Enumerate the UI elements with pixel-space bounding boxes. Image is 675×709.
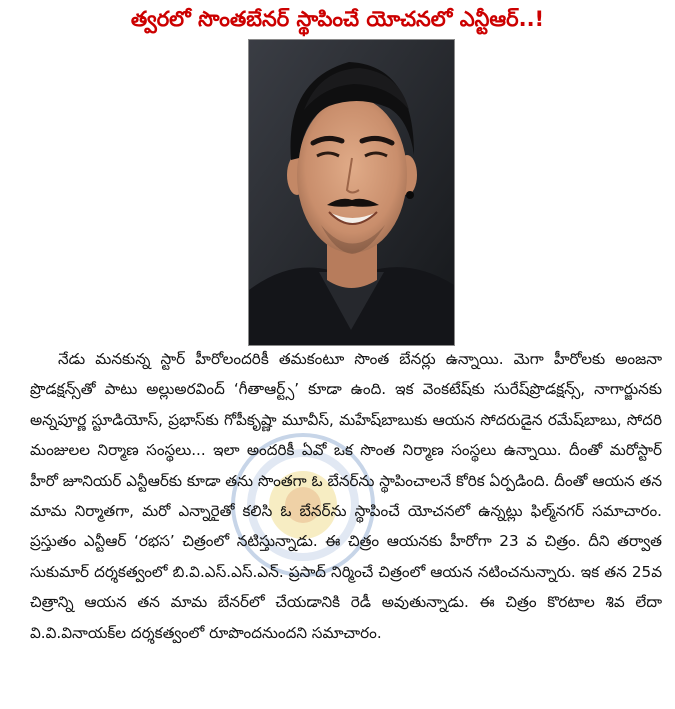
actor-portrait-photo xyxy=(248,39,455,346)
headline: త్వరలో సొంతబేనర్ స్థాపించే యోచనలో ఎన్టీఆర్..! xyxy=(130,7,545,31)
article-body: నేడు మనకున్న స్టార్ హీరోలందరికీ తమకంటూ సొంత బేనర్లు ఉన్నాయి. మెగా హీరోలకు అంజనా ప్రొడక్షన్స్‌తో పాటు అల్లుఅరవింద్ ‘గీతాఆర్ట్స్’ కూడా ఉంది. ఇక వెంకటేష్‌కు సురేష్‌ప్రొడక్షన్స్, నాగార్జునకు అన్నపూర్ణ స్టూడియోస్, ప్రభాస్‌కు గోపీకృష్ణా మూవీస్, మహేష్‌బాబుకు ఆయన సోదరుడైన రమేష్‌బాబు, సోదరి మంజుల‌ల నిర్మాణ సంస్థలు... ఇలా అందరికీ ఏవో ఒక సొంత నిర్మాణ సంస్థలు ఉన్నాయి. దీంతో మరోస్టార్ హీరో జూనియర్ ఎన్టీఆర్‌కు కూడా తను సొంతగా ఓ బేనర్‌ను స్థాపించాలనే కోరిక ఏర్పడింది. దీంతో ఆయన తన మామ నిర్మాతగా, మరో ఎన్నారైతో కలిసి ఓ బేనర్‌ను స్థాపించే యోచనలో ఉన్నట్లు ఫిల్మ్‌నగర్ సమాచారం. ప్రస్తుతం ఎన్టీఆర్ ‘రభస’ చిత్రంలో నటిస్తున్నాడు. ఈ చిత్రం ఆయనకు హీరోగా 23 వ చిత్రం. దీని తర్వాత సుకుమార్ దర్శకత్వంలో బి.వి.ఎస్.ఎస్.ఎన్. ప్రసాద్ నిర్మించే చిత్రంలో ఆయన నటించనున్నారు. ఇక తన 25వ చిత్రాన్ని ఆయన తన మామ బేనర్‌లో చేయడానికి రెడీ అవుతున్నాడు. ఈ చిత్రం కొరటాల శివ లేదా వి.వి.వినాయక్‌ల దర్శకత్వంలో రూపొందనుందని సమాచారం. xyxy=(30,350,662,642)
